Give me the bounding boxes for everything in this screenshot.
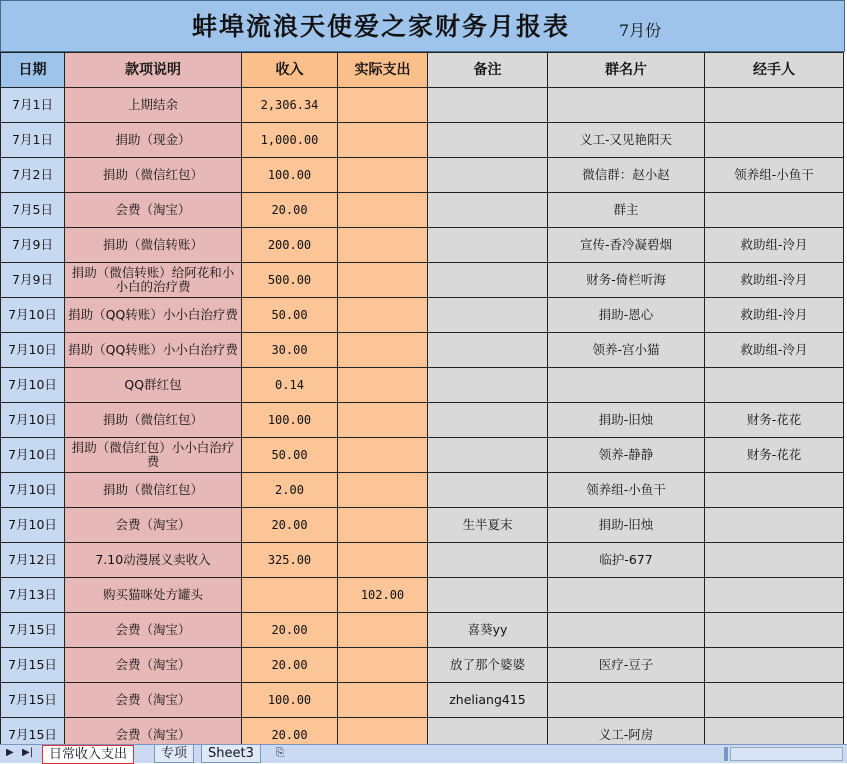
cell-handler[interactable]	[705, 578, 844, 613]
cell-date[interactable]: 7月15日	[1, 613, 65, 648]
table-row	[1, 368, 844, 403]
cell-date[interactable]: 7月15日	[1, 683, 65, 718]
header-handler[interactable]: 经手人	[705, 53, 844, 88]
cell-note[interactable]	[428, 543, 548, 578]
cell-handler[interactable]	[705, 648, 844, 683]
cell-group-card[interactable]: 微信群：赵小赵	[548, 158, 705, 193]
cell-handler[interactable]: 财务-花花	[705, 403, 844, 438]
table-row	[1, 683, 844, 718]
cell-note[interactable]	[428, 158, 548, 193]
cell-expense[interactable]: 102.00	[338, 578, 428, 613]
cell-handler[interactable]: 救助组-泠月	[705, 333, 844, 368]
table-row	[1, 508, 844, 543]
report-title: 蚌埠流浪天使爱之家财务月报表	[191, 12, 570, 41]
cell-income[interactable]: 50.00	[242, 298, 338, 333]
cell-expense[interactable]	[338, 683, 428, 718]
cell-group-card[interactable]: 捐助-旧烛	[548, 403, 705, 438]
sheet-tab-sheet3[interactable]: Sheet3	[201, 745, 261, 763]
cell-description[interactable]: QQ群红包	[65, 368, 242, 403]
cell-description[interactable]: 捐助（微信红包）	[65, 158, 242, 193]
cell-handler[interactable]	[705, 508, 844, 543]
cell-description[interactable]: 会费（淘宝）	[65, 648, 242, 683]
cell-group-card[interactable]: 领养-宫小猫	[548, 333, 705, 368]
cell-group-card[interactable]	[548, 683, 705, 718]
cell-group-card[interactable]	[548, 613, 705, 648]
cell-income[interactable]: 100.00	[242, 683, 338, 718]
cell-note[interactable]	[428, 88, 548, 123]
cell-handler[interactable]: 救助组-泠月	[705, 228, 844, 263]
cell-group-card[interactable]: 临护-677	[548, 543, 705, 578]
table-row	[1, 123, 844, 158]
header-income[interactable]: 收入	[242, 53, 338, 88]
cell-group-card[interactable]: 医疗-豆子	[548, 648, 705, 683]
cell-date[interactable]: 7月1日	[1, 88, 65, 123]
cell-expense[interactable]	[338, 228, 428, 263]
cell-expense[interactable]	[338, 438, 428, 473]
cell-group-card[interactable]: 群主	[548, 193, 705, 228]
cell-date[interactable]: 7月1日	[1, 123, 65, 158]
tab-split-handle[interactable]	[724, 747, 728, 761]
cell-expense[interactable]	[338, 333, 428, 368]
cell-expense[interactable]	[338, 368, 428, 403]
cell-description[interactable]: 会费（淘宝）	[65, 718, 242, 745]
cell-note[interactable]	[428, 473, 548, 508]
sheet-tab-bar	[0, 744, 847, 763]
cell-income[interactable]: 2.00	[242, 473, 338, 508]
cell-income[interactable]: 20.00	[242, 648, 338, 683]
cell-group-card[interactable]: 捐助-旧烛	[548, 508, 705, 543]
cell-income[interactable]: 30.00	[242, 333, 338, 368]
cell-date[interactable]: 7月10日	[1, 403, 65, 438]
cell-date[interactable]: 7月12日	[1, 543, 65, 578]
table-row	[1, 613, 844, 648]
cell-income[interactable]: 325.00	[242, 543, 338, 578]
cell-handler[interactable]	[705, 368, 844, 403]
cell-description[interactable]: 捐助（微信红包）	[65, 473, 242, 508]
table-row	[1, 403, 844, 438]
cell-expense[interactable]	[338, 298, 428, 333]
cell-handler[interactable]: 领养组-小鱼干	[705, 158, 844, 193]
cell-group-card[interactable]: 宣传-香冷凝碧烟	[548, 228, 705, 263]
sheet-tab-special[interactable]: 专项	[154, 745, 194, 763]
cell-income[interactable]: 500.00	[242, 263, 338, 298]
insert-sheet-icon[interactable]: ⎘	[275, 746, 285, 759]
cell-note[interactable]	[428, 718, 548, 745]
cell-expense[interactable]	[338, 403, 428, 438]
cell-description[interactable]: 7.10动漫展义卖收入	[65, 543, 242, 578]
table-row	[1, 578, 844, 613]
cell-description[interactable]: 上期结余	[65, 88, 242, 123]
finance-table	[0, 52, 844, 744]
table-row	[1, 88, 844, 123]
cell-income[interactable]: 20.00	[242, 718, 338, 745]
cell-handler[interactable]: 财务-花花	[705, 438, 844, 473]
cell-expense[interactable]	[338, 473, 428, 508]
cell-handler[interactable]	[705, 193, 844, 228]
cell-description[interactable]: 捐助（微信红包）小小白治疗费	[65, 438, 242, 473]
cell-handler[interactable]	[705, 718, 844, 745]
cell-note[interactable]	[428, 193, 548, 228]
cell-income[interactable]: 100.00	[242, 158, 338, 193]
table-row	[1, 158, 844, 193]
cell-group-card[interactable]	[548, 88, 705, 123]
cell-income[interactable]: 20.00	[242, 193, 338, 228]
cell-income[interactable]	[242, 578, 338, 613]
cell-expense[interactable]	[338, 543, 428, 578]
cell-handler[interactable]	[705, 683, 844, 718]
cell-description[interactable]: 捐助（微信红包）	[65, 403, 242, 438]
cell-note[interactable]	[428, 403, 548, 438]
cell-note[interactable]: 生半夏末	[428, 508, 548, 543]
cell-handler[interactable]	[705, 543, 844, 578]
cell-income[interactable]: 20.00	[242, 613, 338, 648]
cell-note[interactable]	[428, 298, 548, 333]
cell-date[interactable]: 7月10日	[1, 508, 65, 543]
cell-description[interactable]: 捐助（微信转账）给阿花和小小白的治疗费	[65, 263, 242, 298]
report-month: 7月份	[619, 21, 662, 40]
cell-handler[interactable]	[705, 88, 844, 123]
table-row	[1, 648, 844, 683]
cell-note[interactable]	[428, 333, 548, 368]
cell-description[interactable]: 会费（淘宝）	[65, 508, 242, 543]
cell-note[interactable]	[428, 578, 548, 613]
cell-note[interactable]	[428, 228, 548, 263]
cell-handler[interactable]	[705, 123, 844, 158]
cell-note[interactable]: 喜葵yy	[428, 613, 548, 648]
cell-expense[interactable]	[338, 613, 428, 648]
table-row	[1, 333, 844, 368]
cell-description[interactable]: 购买猫咪处方罐头	[65, 578, 242, 613]
header-group-card[interactable]: 群名片	[548, 53, 705, 88]
cell-group-card[interactable]	[548, 368, 705, 403]
cell-income[interactable]: 20.00	[242, 508, 338, 543]
cell-date[interactable]: 7月10日	[1, 333, 65, 368]
table-row	[1, 298, 844, 333]
header-expense[interactable]: 实际支出	[338, 53, 428, 88]
cell-date[interactable]: 7月9日	[1, 228, 65, 263]
cell-description[interactable]: 会费（淘宝）	[65, 683, 242, 718]
cell-date[interactable]: 7月10日	[1, 473, 65, 508]
table-row	[1, 718, 844, 745]
title-row[interactable]	[0, 0, 845, 52]
cell-note[interactable]	[428, 368, 548, 403]
header-description[interactable]: 款项说明	[65, 53, 242, 88]
cell-income[interactable]: 100.00	[242, 403, 338, 438]
cell-date[interactable]: 7月2日	[1, 158, 65, 193]
cell-handler[interactable]	[705, 613, 844, 648]
cell-expense[interactable]	[338, 508, 428, 543]
cell-description[interactable]: 捐助（现金）	[65, 123, 242, 158]
horizontal-scrollbar[interactable]	[730, 747, 843, 761]
cell-note[interactable]	[428, 438, 548, 473]
cell-group-card[interactable]: 义工-阿房	[548, 718, 705, 745]
cell-income[interactable]: 2,306.34	[242, 88, 338, 123]
cell-date[interactable]: 7月15日	[1, 718, 65, 745]
cell-income[interactable]: 200.00	[242, 228, 338, 263]
cell-expense[interactable]	[338, 718, 428, 745]
table-row	[1, 438, 844, 473]
cell-date[interactable]: 7月5日	[1, 193, 65, 228]
cell-description[interactable]: 会费（淘宝）	[65, 613, 242, 648]
table-body	[1, 88, 844, 745]
cell-expense[interactable]	[338, 123, 428, 158]
cell-group-card[interactable]: 领养组-小鱼干	[548, 473, 705, 508]
cell-date[interactable]: 7月10日	[1, 438, 65, 473]
cell-expense[interactable]	[338, 263, 428, 298]
cell-note[interactable]: zheliang415	[428, 683, 548, 718]
sheet-tab-daily[interactable]: 日常收入支出	[42, 745, 134, 764]
cell-group-card[interactable]: 义工-又见艳阳天	[548, 123, 705, 158]
header-date[interactable]: 日期	[1, 53, 65, 88]
table-row	[1, 263, 844, 298]
cell-income[interactable]: 50.00	[242, 438, 338, 473]
table-row	[1, 473, 844, 508]
cell-date[interactable]: 7月10日	[1, 368, 65, 403]
cell-date[interactable]: 7月15日	[1, 648, 65, 683]
table-row	[1, 228, 844, 263]
header-note[interactable]: 备注	[428, 53, 548, 88]
cell-note[interactable]	[428, 263, 548, 298]
cell-group-card[interactable]: 财务-倚栏听海	[548, 263, 705, 298]
header-row	[1, 53, 844, 88]
cell-handler[interactable]: 救助组-泠月	[705, 298, 844, 333]
cell-handler[interactable]	[705, 473, 844, 508]
table-row	[1, 543, 844, 578]
table-row	[1, 193, 844, 228]
cell-date[interactable]: 7月10日	[1, 298, 65, 333]
cell-description[interactable]: 捐助（QQ转账）小小白治疗费	[65, 333, 242, 368]
cell-expense[interactable]	[338, 648, 428, 683]
cell-note[interactable]	[428, 123, 548, 158]
cell-expense[interactable]	[338, 88, 428, 123]
cell-handler[interactable]: 救助组-泠月	[705, 263, 844, 298]
cell-description[interactable]: 捐助（微信转账）	[65, 228, 242, 263]
cell-expense[interactable]	[338, 158, 428, 193]
first-sheet-arrow-icon[interactable]: ▶	[6, 747, 14, 758]
cell-group-card[interactable]: 捐助-恩心	[548, 298, 705, 333]
last-sheet-arrow-icon[interactable]: ▶|	[22, 747, 34, 758]
cell-group-card[interactable]: 领养-静静	[548, 438, 705, 473]
cell-description[interactable]: 会费（淘宝）	[65, 193, 242, 228]
cell-group-card[interactable]	[548, 578, 705, 613]
cell-expense[interactable]	[338, 193, 428, 228]
cell-date[interactable]: 7月13日	[1, 578, 65, 613]
cell-note[interactable]: 放了那个婆婆	[428, 648, 548, 683]
cell-income[interactable]: 1,000.00	[242, 123, 338, 158]
cell-description[interactable]: 捐助（QQ转账）小小白治疗费	[65, 298, 242, 333]
cell-income[interactable]: 0.14	[242, 368, 338, 403]
cell-date[interactable]: 7月9日	[1, 263, 65, 298]
